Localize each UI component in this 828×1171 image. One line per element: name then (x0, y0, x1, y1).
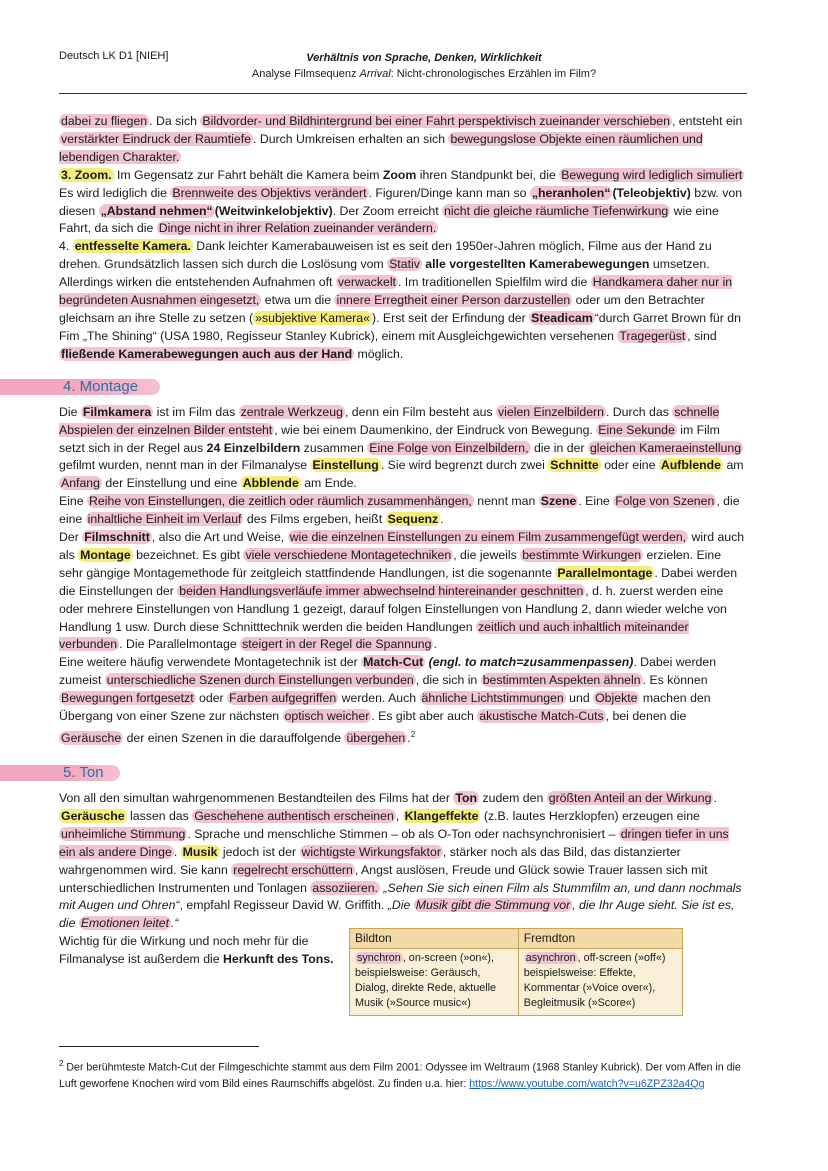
footnote: $^2$ Der berühmteste Match-Cut der Filmgeschichte stammt aus dem Film 2001: Odyssee im Weltraum (1968 Stanley Kubrick). Der vom Affen in die Luft geworfene Knochen wird vom Bild eines Raumschiffs abgelöst. Zu finden u.a. hier: https://www.youtube.com/watch?v=u6ZPZ32a4Qg (59, 1059, 741, 1090)
course-label: Deutsch LK D1 [NIEH] (59, 50, 169, 62)
table-header-row (350, 929, 683, 949)
page-header (59, 50, 759, 92)
paragraph-match-cut: Eine weitere häufig verwendete Montagetechnik ist der Match-Cut (engl. to match=zusammenpassen). Dabei werden zumeist unterschiedliche Szenen durch Einstellungen verbunden , die sich in bestimmten Aspekten ähneln . Es können Bewegungen fortgesetzt oder Farben aufgegriffen werden. Auch ähnliche Lichtstimmungen und Objekte machen den Übergang von einer Szene zur nächsten optisch weicher . Es gibt aber auch akustische Match-Cuts , bei denen die Geräusche der einen Szenen in die darauffolgende übergehen .$^2$ (59, 655, 717, 746)
paragraph-fahrt-end: dabei zu fliegen . Da sich Bildvorder- und Bildhintergrund bei einer Fahrt perspektivisch zueinander verschieben , entsteht ein verstärkter Eindruck der Raumtiefe . Durch Umkreisen erhalten an sich bewegungslose Objekte einen räumlichen und lebendigen Charakter. (59, 114, 743, 164)
ton-herkunft-text: Wichtig für die Wirkung und noch mehr für die Filmanalyse ist außerdem die Herkunft des Tons. (59, 934, 334, 967)
paragraph-zoom: 3. Zoom. Im Gegensatz zur Fahrt behält die Kamera beim Zoom ihren Standpunkt bei, die Bewegung wird lediglich simuliert Es wird lediglich die Brennweite des Objektivs verändert . Figuren/Dinge kann man so „heranholen“ (Teleobjektiv) bzw. von diesen „Abstand nehmen“ (Weitwinkelobjektiv). Der Zoom erreicht nicht die gleiche räumliche Tiefenwirkung wie eine Fahrt, da sich die Dinge nicht in ihrer Relation zueinander verändern. (59, 167, 743, 236)
table-header-bildton: Bildton (350, 929, 519, 949)
footnote-ref[interactable]: 2 (410, 730, 416, 739)
header-divider (59, 93, 747, 94)
table-header-fremdton: Fremdton (518, 929, 682, 949)
document-body (59, 113, 747, 1019)
page-subtitle: Analyse Filmsequenz Arrival: Nicht-chronologisches Erzählen im Film? (251, 68, 597, 80)
paragraph-entfesselte-kamera: 4. entfesselte Kamera. Dank leichter Kamerabauweisen ist es seit den 1950er-Jahren möglich, Filme aus der Hand zu drehen. Grundsätzlich lassen sich durch die Loslösung vom Stativ alle vorgestellten Kamerabewegungen umsetzen. Allerdings wirken die entstehenden Aufnahmen oft verwackelt . Im traditionellen Spielfilm wird die Handkamera daher nur in begründeten Ausnahmen eingesetzt, etwa um die innere Erregtheit einer Person darzustellen oder um den Betrachter gleichsam an ihre Stelle zu setzen ( »subjektive Kamera« ). Erst seit der Erfindung der Steadicam “durch Garret Brown für dn Fim „The Shining“ (USA 1980, Regisseur Stanley Kubrick), einem mit Ausgleichgewichten versehenen Tragegerüst , sind fließende Kamerabewegungen auch aus der Hand möglich. (59, 239, 741, 361)
header-center (209, 50, 639, 82)
footnote-divider (59, 1046, 259, 1047)
table-row (350, 949, 683, 1016)
paragraph-filmschnitt: Der Filmschnitt , also die Art und Weise, wie die einzelnen Einstellungen zu einem Film zusammengefügt werden, wird auch als Montage bezeichnet. Es gibt viele verschiedene Montagetechniken , die jeweils bestimmte Wirkungen erzielen. Eine sehr gängige Montagemethode für zeitgleich stattfindende Handlungen, ist die sogenannte Parallelmontage . Dabei werden die Einstellungen der beiden Handlungsverläufe immer abwechselnd hintereinander geschnitten , d. h. zuerst werden eine oder mehrere Einstellungen von Handlung 1 gezeigt, darauf folgen Einstellungen von Handlung 2, dann wieder welche von Handlung 1 usw. Durch diese Schnitttechnik werden die beiden Handlungen zeitlich und auch inhaltlich miteinander verbunden . Die Parallelmontage steigert in der Regel die Spannung . (59, 530, 745, 652)
paragraph-filmkamera: Die Filmkamera ist im Film das zentrale Werkzeug , denn ein Film besteht aus vielen Einzelbildern . Durch das schnelle Abspielen der einzelnen Bilder entsteht , wie bei einem Daumenkino, der Eindruck von Bewegung. Eine Sekunde im Film setzt sich in der Regel aus 24 Einzelbildern zusammen Eine Folge von Einzelbildern, die in der gleichen Kameraeinstellung gefilmt wurden, nennt man in der Filmanalyse Einstellung . Sie wird begrenzt durch zwei Schnitte oder eine Aufblende am Anfang der Einstellung und eine Abblende am Ende. (59, 404, 744, 491)
youtube-link[interactable]: https://www.youtube.com/watch?v=u6ZPZ32a4Qg (469, 1077, 705, 1090)
ton-table (349, 928, 683, 1016)
page-title: Verhältnis von Sprache, Denken, Wirklichkeit (306, 52, 542, 64)
ton-row (59, 933, 747, 1019)
section-heading-ton: 5. Ton (0, 762, 747, 784)
paragraph-szene: Eine Reihe von Einstellungen, die zeitlich oder räumlich zusammenhängen, nennt man Szene . Eine Folge von Szenen , die eine inhaltliche Einheit im Verlauf des Films ergeben, heißt Sequenz . (59, 494, 740, 527)
footnote-number: 2 (59, 1059, 64, 1068)
table-cell-fremdton: asynchron , off-screen (»off«) beispielsweise: Effekte, Kommentar (»Voice over«), Begleitmusik (»Score«) (523, 952, 666, 1010)
table-cell-bildton: synchron , on-screen (»on«), beispielsweise: Geräusch, Dialog, direkte Rede, aktuelle Musik (»Source music«) (350, 949, 519, 1016)
film-title: Arrival (359, 68, 391, 80)
paragraph-ton: Von all den simultan wahrgenommenen Bestandteilen des Films hat der Ton zudem den größten Anteil an der Wirkung . Geräusche lassen das Geschehene authentisch erscheinen , Klangeffekte (z.B. lautes Herzklopfen) erzeugen eine unheimliche Stimmung . Sprache und menschliche Stimmen – ob als O-Ton oder nachsynchronisiert – dringen tiefer in uns ein als andere Dinge . Musik jedoch ist der wichtigste Wirkungsfaktor , stärker noch als das Bild, das distanzierter wahrgenommen wird. Sie kann regelrecht erschüttern , Angst auslösen, Freude und Glück sowie Trauer lassen sich mit unterschiedlichen Instrumenten und Tonlagen assoziieren. „Sehen Sie sich einen Film als Stummfilm an, und dann nochmals mit Augen und Ohren“, empfahl Regisseur David W. Griffith. „Die Musik gibt die Stimmung vor , die Ihr Auge sieht. Sie ist es, die Emotionen leitet .“ (59, 791, 742, 931)
section-heading-montage: 4. Montage (0, 376, 747, 398)
